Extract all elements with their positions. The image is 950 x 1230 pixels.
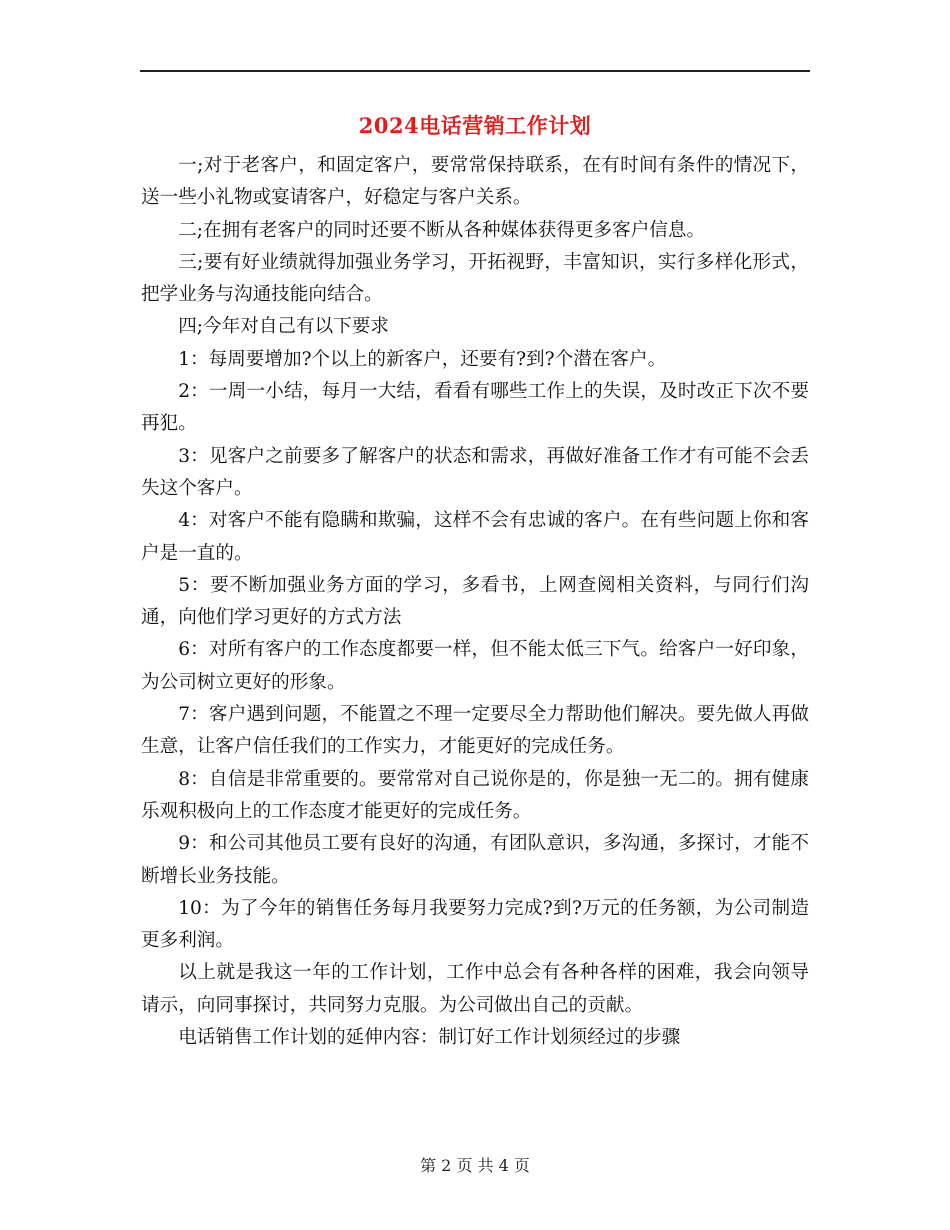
paragraph-1: 一;对于老客户，和固定客户，要常常保持联系，在有时间有条件的情况下，送一些小礼物或宴请客户，好稳定与客户关系。	[141, 155, 809, 209]
document-body	[141, 150, 809, 1054]
paragraph-16: 电话销售工作计划的延伸内容：制订好工作计划须经过的步骤	[178, 1027, 681, 1049]
header-rule	[140, 70, 810, 72]
paragraph-13: 9：和公司其他员工要有良好的沟通，有团队意识，多沟通，多探讨，才能不断增长业务技能。	[141, 833, 809, 887]
paragraph-4: 四;今年对自己有以下要求	[178, 316, 389, 338]
paragraph-6: 2：一周一小结，每月一大结，看看有哪些工作上的失误，及时改正下次不要再犯。	[141, 381, 809, 435]
paragraph-8: 4：对客户不能有隐瞒和欺骗，这样不会有忠诚的客户。在有些问题上你和客户是一直的。	[141, 510, 809, 564]
paragraph-15: 以上就是我这一年的工作计划，工作中总会有各种各样的困难，我会向领导请示，向同事探讨，共同努力克服。为公司做出自己的贡献。	[141, 962, 809, 1016]
paragraph-11: 7：客户遇到问题，不能置之不理一定要尽全力帮助他们解决。要先做人再做生意，让客户信任我们的工作实力，才能更好的完成任务。	[141, 704, 809, 758]
paragraph-14: 10：为了今年的销售任务每月我要努力完成?到?万元的任务额，为公司制造更多利润。	[141, 897, 809, 952]
paragraph-10: 6：对所有客户的工作态度都要一样，但不能太低三下气。给客户一好印象，为公司树立更好的形象。	[141, 639, 809, 693]
paragraph-2: 二;在拥有老客户的同时还要不断从各种媒体获得更多客户信息。	[178, 219, 706, 241]
document-title: 2024电话营销工作计划	[358, 113, 592, 138]
paragraph-7: 3：见客户之前要多了解客户的状态和需求，再做好准备工作才有可能不会丢失这个客户。	[141, 445, 809, 499]
page-number-footer: 第 2 页 共 4 页	[420, 1156, 530, 1175]
paragraph-12: 8：自信是非常重要的。要常常对自己说你是的，你是独一无二的。拥有健康乐观积极向上的工作态度才能更好的完成任务。	[141, 768, 809, 822]
paragraph-5: 1：每周要增加?个以上的新客户，还要有?到?个潜在客户。	[178, 348, 667, 370]
paragraph-9: 5：要不断加强业务方面的学习，多看书，上网查阅相关资料，与同行们沟通，向他们学习更好的方式方法	[141, 574, 809, 629]
paragraph-3: 三;要有好业绩就得加强业务学习，开拓视野，丰富知识，实行多样化形式，把学业务与沟通技能向结合。	[141, 251, 809, 306]
